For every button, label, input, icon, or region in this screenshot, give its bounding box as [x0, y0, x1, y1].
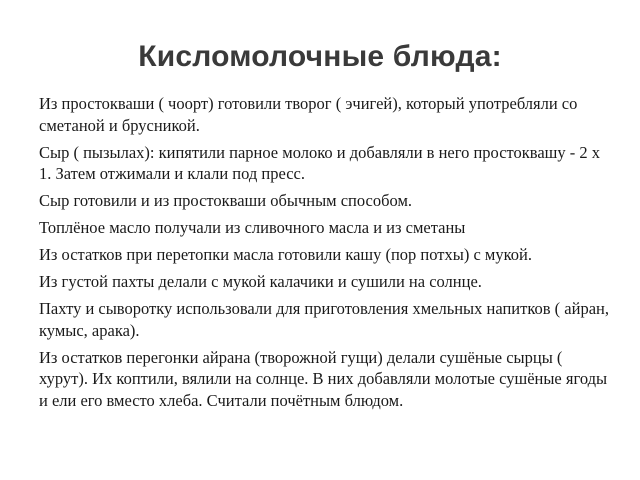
paragraph: Сыр ( пызылах): кипятили парное молоко и добавляли в него простоквашу - 2 х 1. Затем отжимали и клали под пресс. — [39, 142, 601, 183]
paragraph: Из остатков перегонки айрана (творожной гущи) делали сушёные сырцы ( хурут). Их коптили, вялили на солнце. В них добавляли молотые сушёные ягоды и ели его вместо хлеба. Считали почётным блюдом. — [39, 347, 608, 410]
paragraph: Сыр готовили и из простокваши обычным способом. — [39, 191, 413, 210]
paragraph: Из простокваши ( чоорт) готовили творог ( эчигей), который употребляли со сметаной и брусникой. — [39, 94, 578, 135]
slide-body — [39, 93, 614, 417]
paragraph: Пахту и сыворотку использовали для приготовления хмельных напитков ( айран, кумыс, арака). — [39, 299, 609, 340]
slide-title: Кисломолочные блюда: — [138, 40, 502, 73]
paragraph: Из остатков при перетопки масла готовили кашу (пор потхы) с мукой. — [39, 245, 532, 264]
paragraph: Из густой пахты делали с мукой калачики и сушили на солнце. — [39, 272, 482, 291]
paragraph: Топлёное масло получали из сливочного масла и из сметаны — [39, 218, 466, 237]
